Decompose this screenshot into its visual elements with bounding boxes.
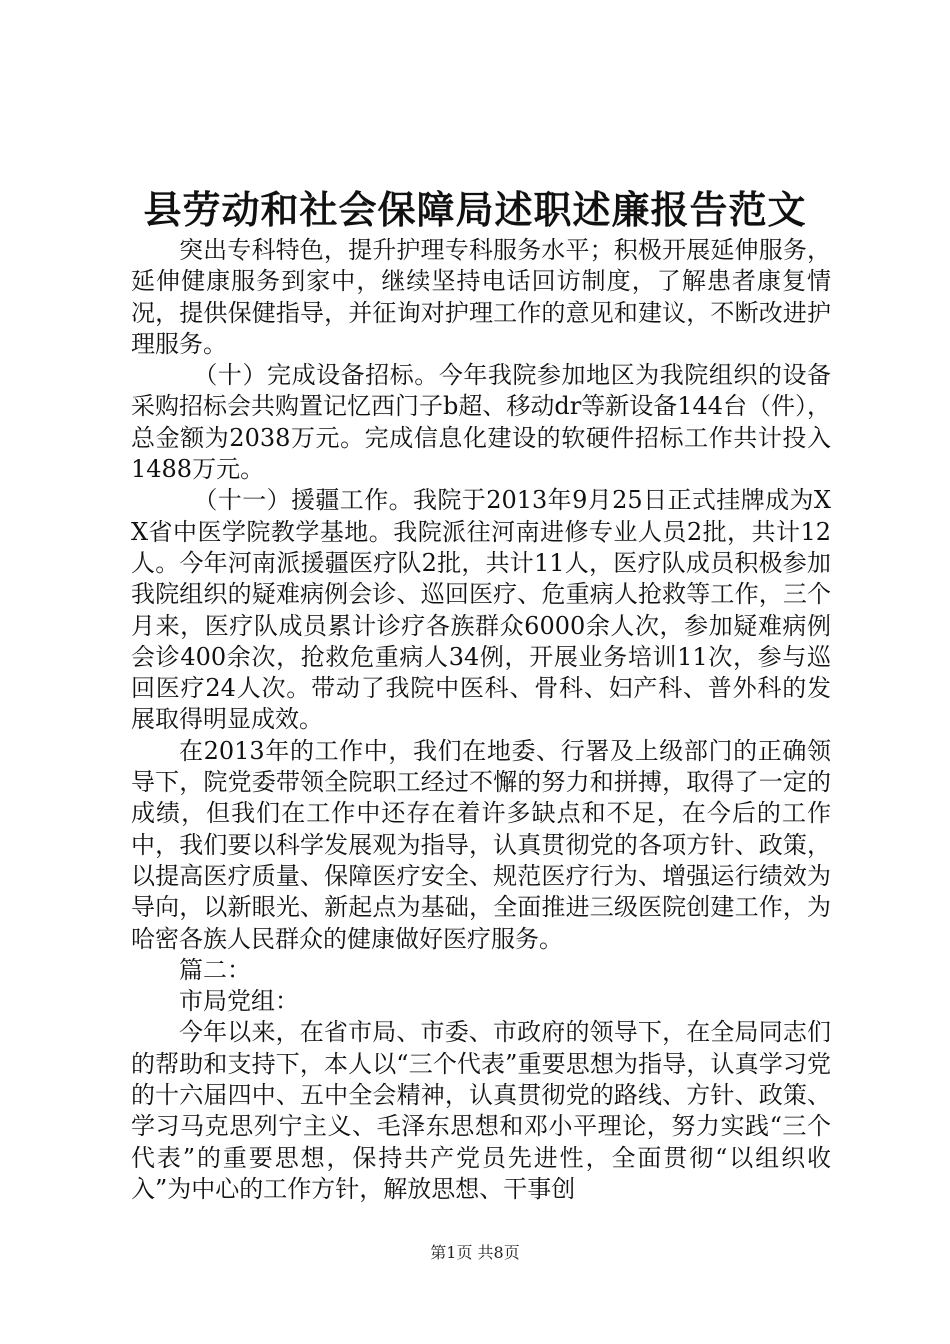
paragraph-nursing-service: 突出专科特色，提升护理专科服务水平；积极开展延伸服务，延伸健康服务到家中，继续坚持电话回访制度，了解患者康复情况，提供保健指导，并征询对护理工作的意见和建议，不断改进护理服务。 [131,236,831,358]
document-body [131,235,831,1205]
paragraph-salutation: 市局党组： [179,987,299,1016]
page-footer: 第1页 共8页 [430,1243,520,1262]
document-title: 县劳动和社会保障局述职述廉报告范文 [143,187,807,232]
paragraph-part-two-heading: 篇二： [179,955,251,984]
paragraph-report-intro: 今年以来，在省市局、市委、市政府的领导下，在全局同志们的帮助和支持下，本人以“三个代表”重要思想为指导，认真学习党的十六届四中、五中全会精神，认真贯彻党的路线、方针、政策、学习马克思列宁主义、毛泽东思想和邓小平理论，努力实践“三个代表”的重要思想，保持共产党员先进性，全面贯彻“以组织收入”为中心的工作方针，解放思想、干事创 [131,1018,831,1203]
paragraph-equipment-tender: （十）完成设备招标。今年我院参加地区为我院组织的设备采购招标会共购置记忆西门子b超、移动dr等新设备144台（件），总金额为2038万元。完成信息化建设的软硬件招标工作共计投入1488万元。 [131,361,832,484]
paragraph-2013-summary: 在2013年的工作中，我们在地委、行署及上级部门的正确领导下，院党委带领全院职工经过不懈的努力和拼搏，取得了一定的成绩，但我们在工作中还存在着许多缺点和不足，在今后的工作中，我们要以科学发展观为指导，认真贯彻党的各项方针、政策，以提高医疗质量、保障医疗安全、规范医疗行为、增强运行绩效为导向，以新眼光、新起点为基础，全面推进三级医院创建工作，为哈密各族人民群众的健康做好医疗服务。 [131,736,831,953]
paragraph-xinjiang-aid: （十一）援疆工作。我院于2013年9月25日正式挂牌成为XX省中医学院教学基地。我院派往河南进修专业人员2批，共计12人。今年河南派援疆医疗队2批，共计11人，医疗队成员积极参加我院组织的疑难病例会诊、巡回医疗、危重病人抢救等工作，三个月来，医疗队成员累计诊疗各族群众6000余人次，参加疑难病例会诊400余次，抢救危重病人34例，开展业务培训11次，参与巡回医疗24人次。带动了我院中医科、骨科、妇产科、普外科的发展取得明显成效。 [131,486,831,734]
